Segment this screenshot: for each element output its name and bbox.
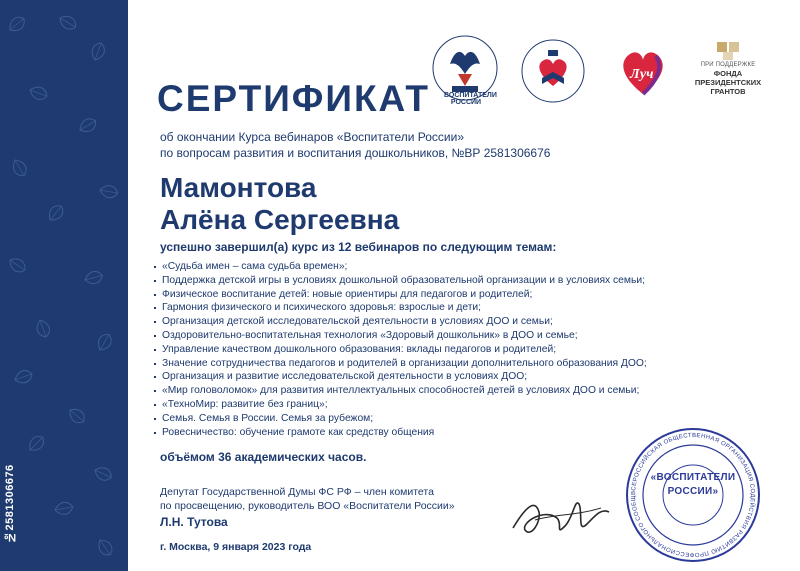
luch-heart-icon bbox=[612, 44, 674, 100]
topic-item: Организация детской исследовательской деятельности в условиях ДОО и семьи; bbox=[160, 315, 760, 329]
vospitateli-rossii-logo bbox=[430, 34, 500, 106]
subtitle-line-2: по вопросам развития и воспитания дошкольников, №ВР 2581306676 bbox=[160, 146, 551, 160]
official-stamp bbox=[618, 425, 768, 565]
certificate-number-vertical: №2581306676 bbox=[4, 464, 16, 543]
presidential-grants-fund-logo bbox=[682, 38, 774, 108]
topic-item: Управление качеством дошкольного образования: вклады педагогов и родителей; bbox=[160, 343, 760, 357]
subtitle-line-1: об окончании Курса вебинаров «Воспитатели России» bbox=[160, 130, 465, 144]
stamp-center-text bbox=[618, 471, 768, 499]
stamp-ring-text: ВСЕРОССИЙСКАЯ ОБЩЕСТВЕННАЯ ОРГАНИЗАЦИЯ СОДЕЙСТВИЯ РАЗВИТИЮ ПРОФЕССИОНАЛЬНОГО СООБЩ bbox=[630, 432, 756, 558]
signer-title-line-2: по просвещению, руководитель ВОО «Воспитатели России» bbox=[160, 500, 455, 512]
completion-statement: успешно завершил(а) курс из 12 вебинаров по следующим темам: bbox=[160, 240, 557, 254]
fund-name-text: ФОНДА ПРЕЗИДЕНТСКИХ ГРАНТОВ bbox=[694, 69, 762, 96]
stamp-center-line-2: РОССИИ» bbox=[667, 486, 719, 497]
course-hours: объёмом 36 академических часов. bbox=[160, 450, 367, 464]
recipient-surname: Мамонтова bbox=[160, 172, 317, 203]
topic-item: Значение сотрудничества педагогов и родителей в организации дополнительного образования ДОО; bbox=[160, 357, 760, 371]
fund-emblem-icon bbox=[713, 38, 743, 62]
signer-title-line-1: Депутат Государственной Думы ФС РФ – член комитета bbox=[160, 486, 434, 498]
fund-support-text: ПРИ ПОДДЕРЖКЕ bbox=[700, 62, 756, 68]
topics-list bbox=[160, 260, 760, 439]
luch-logo bbox=[612, 44, 674, 100]
topic-item: «ТехноМир: развитие без границ»; bbox=[160, 398, 760, 412]
partner-logos bbox=[420, 34, 780, 114]
certificate-subtitle bbox=[160, 129, 720, 161]
association-logo bbox=[520, 38, 586, 104]
vr-logo-label: ВОСПИТАТЕЛИ РОССИИ bbox=[444, 92, 497, 106]
topic-item: Семья. Семья в России. Семья за рубежом; bbox=[160, 412, 760, 426]
certificate-title: СЕРТИФИКАТ bbox=[157, 78, 431, 119]
decorative-sidebar bbox=[0, 0, 128, 571]
handwritten-signature-icon bbox=[505, 478, 615, 548]
signer-name: Л.Н. Тутова bbox=[160, 515, 228, 529]
topic-item: Гармония физического и психического здоровья: взрослые и дети; bbox=[160, 301, 760, 315]
stamp-center-line-1: «ВОСПИТАТЕЛИ bbox=[650, 472, 736, 483]
signer-title bbox=[160, 485, 520, 513]
topic-item: Оздоровительно-воспитательная технология «Здоровый дошкольник» в ДОО и семье; bbox=[160, 329, 760, 343]
topic-item: Организация и развитие исследовательской деятельности в условиях ДОО; bbox=[160, 370, 760, 384]
luch-label: Луч bbox=[630, 67, 654, 82]
topic-item: Поддержка детской игры в условиях дошкольной образовательной организации и в условиях семьи; bbox=[160, 274, 760, 288]
topic-item: «Судьба имен – сама судьба времен»; bbox=[160, 260, 760, 274]
recipient-name bbox=[160, 172, 680, 236]
place-and-date: г. Москва, 9 января 2023 года bbox=[160, 541, 312, 553]
heart-book-icon bbox=[520, 38, 586, 104]
topic-item: Ровесничество: обучение грамоте как средству общения bbox=[160, 426, 760, 440]
topic-item: Физическое воспитание детей: новые ориентиры для педагогов и родителей; bbox=[160, 288, 760, 302]
topic-item: «Мир головоломок» для развития интеллектуальных способностей детей в условиях ДОО и семьи; bbox=[160, 384, 760, 398]
recipient-given-name: Алёна Сергеевна bbox=[160, 204, 400, 235]
